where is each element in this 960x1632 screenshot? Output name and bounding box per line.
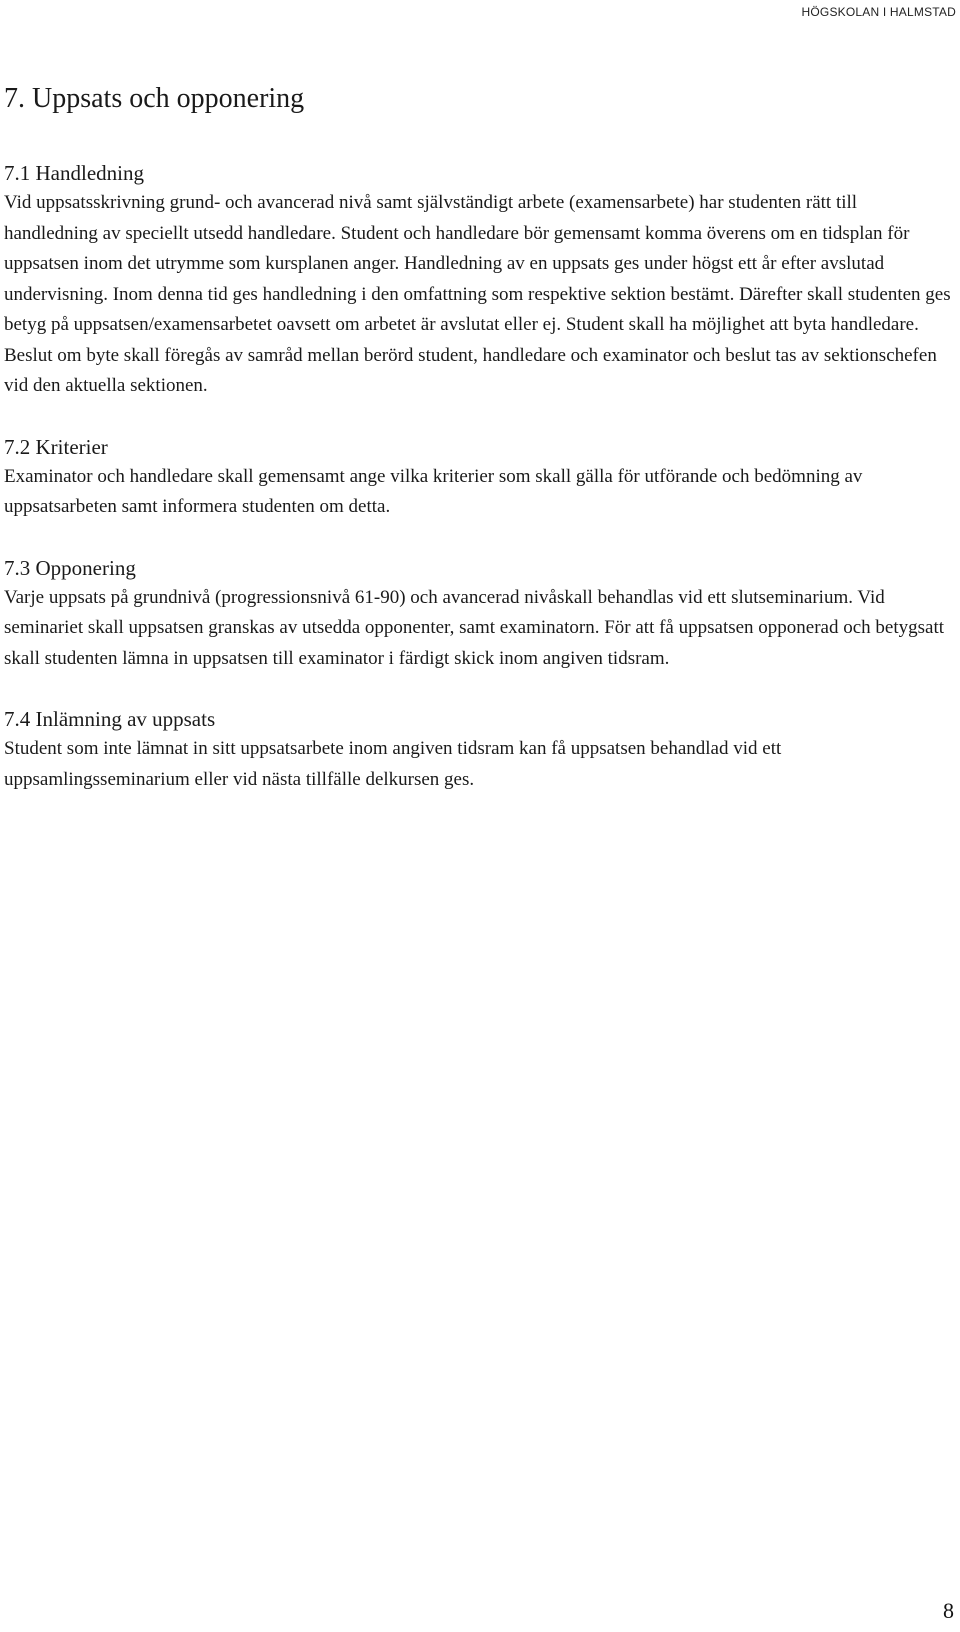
page-title: 7. Uppsats och opponering: [4, 83, 305, 114]
section-heading: 7.3 Opponering: [4, 555, 136, 580]
header-organization: HÖGSKOLAN I HALMSTAD: [801, 5, 956, 19]
document-content: [4, 70, 954, 825]
section-heading: 7.2 Kriterier: [4, 434, 108, 459]
section-handledning: [4, 158, 954, 402]
section-opponering: [4, 553, 954, 675]
section-inlamning: [4, 704, 954, 795]
section-body: Student som inte lämnat in sitt uppsatsarbete inom angiven tidsram kan få uppsatsen behandlad vid ett uppsamlingsseminarium eller vid nästa tillfälle delkursen ges.: [4, 738, 782, 790]
section-body: Varje uppsats på grundnivå (progressionsnivå 61-90) och avancerad nivåskall behandlas vid ett slutseminarium. Vid seminariet skall uppsatsen granskas av utsedda opponenter, samt examinatorn. För att få uppsatsen opponerad och betygsatt skall studenten lämna in uppsatsen till examinator i färdigt skick inom angiven tidsram.: [4, 586, 945, 669]
page-number: 8: [943, 1598, 954, 1623]
section-kriterier: [4, 432, 954, 523]
section-body: Vid uppsatsskrivning grund- och avancerad nivå samt självständigt arbete (examensarbete) har studenten rätt till handledning av speciellt utsedd handledare. Student och handledare bör gemensamt komma överens om en tidsplan för uppsatsen inom det utrymme som kursplanen anger. Handledning av en uppsats ges under högst ett år efter avslutad undervisning. Inom denna tid ges handledning i den omfattning som respektive sektion bestämt. Därefter skall studenten ges betyg på uppsatsen/examensarbetet oavsett om arbetet är avslutat eller ej. Student skall ha möjlighet att byta handledare. Beslut om byte skall föregås av samråd mellan berörd student, handledare och examinator och beslut tas av sektionschefen vid den aktuella sektionen.: [4, 192, 951, 396]
section-heading: 7.4 Inlämning av uppsats: [4, 707, 216, 731]
section-body: Examinator och handledare skall gemensamt ange vilka kriterier som skall gälla för utförande och bedömning av uppsatsarbeten samt informera studenten om detta.: [4, 465, 863, 517]
section-heading: 7.1 Handledning: [4, 161, 144, 185]
